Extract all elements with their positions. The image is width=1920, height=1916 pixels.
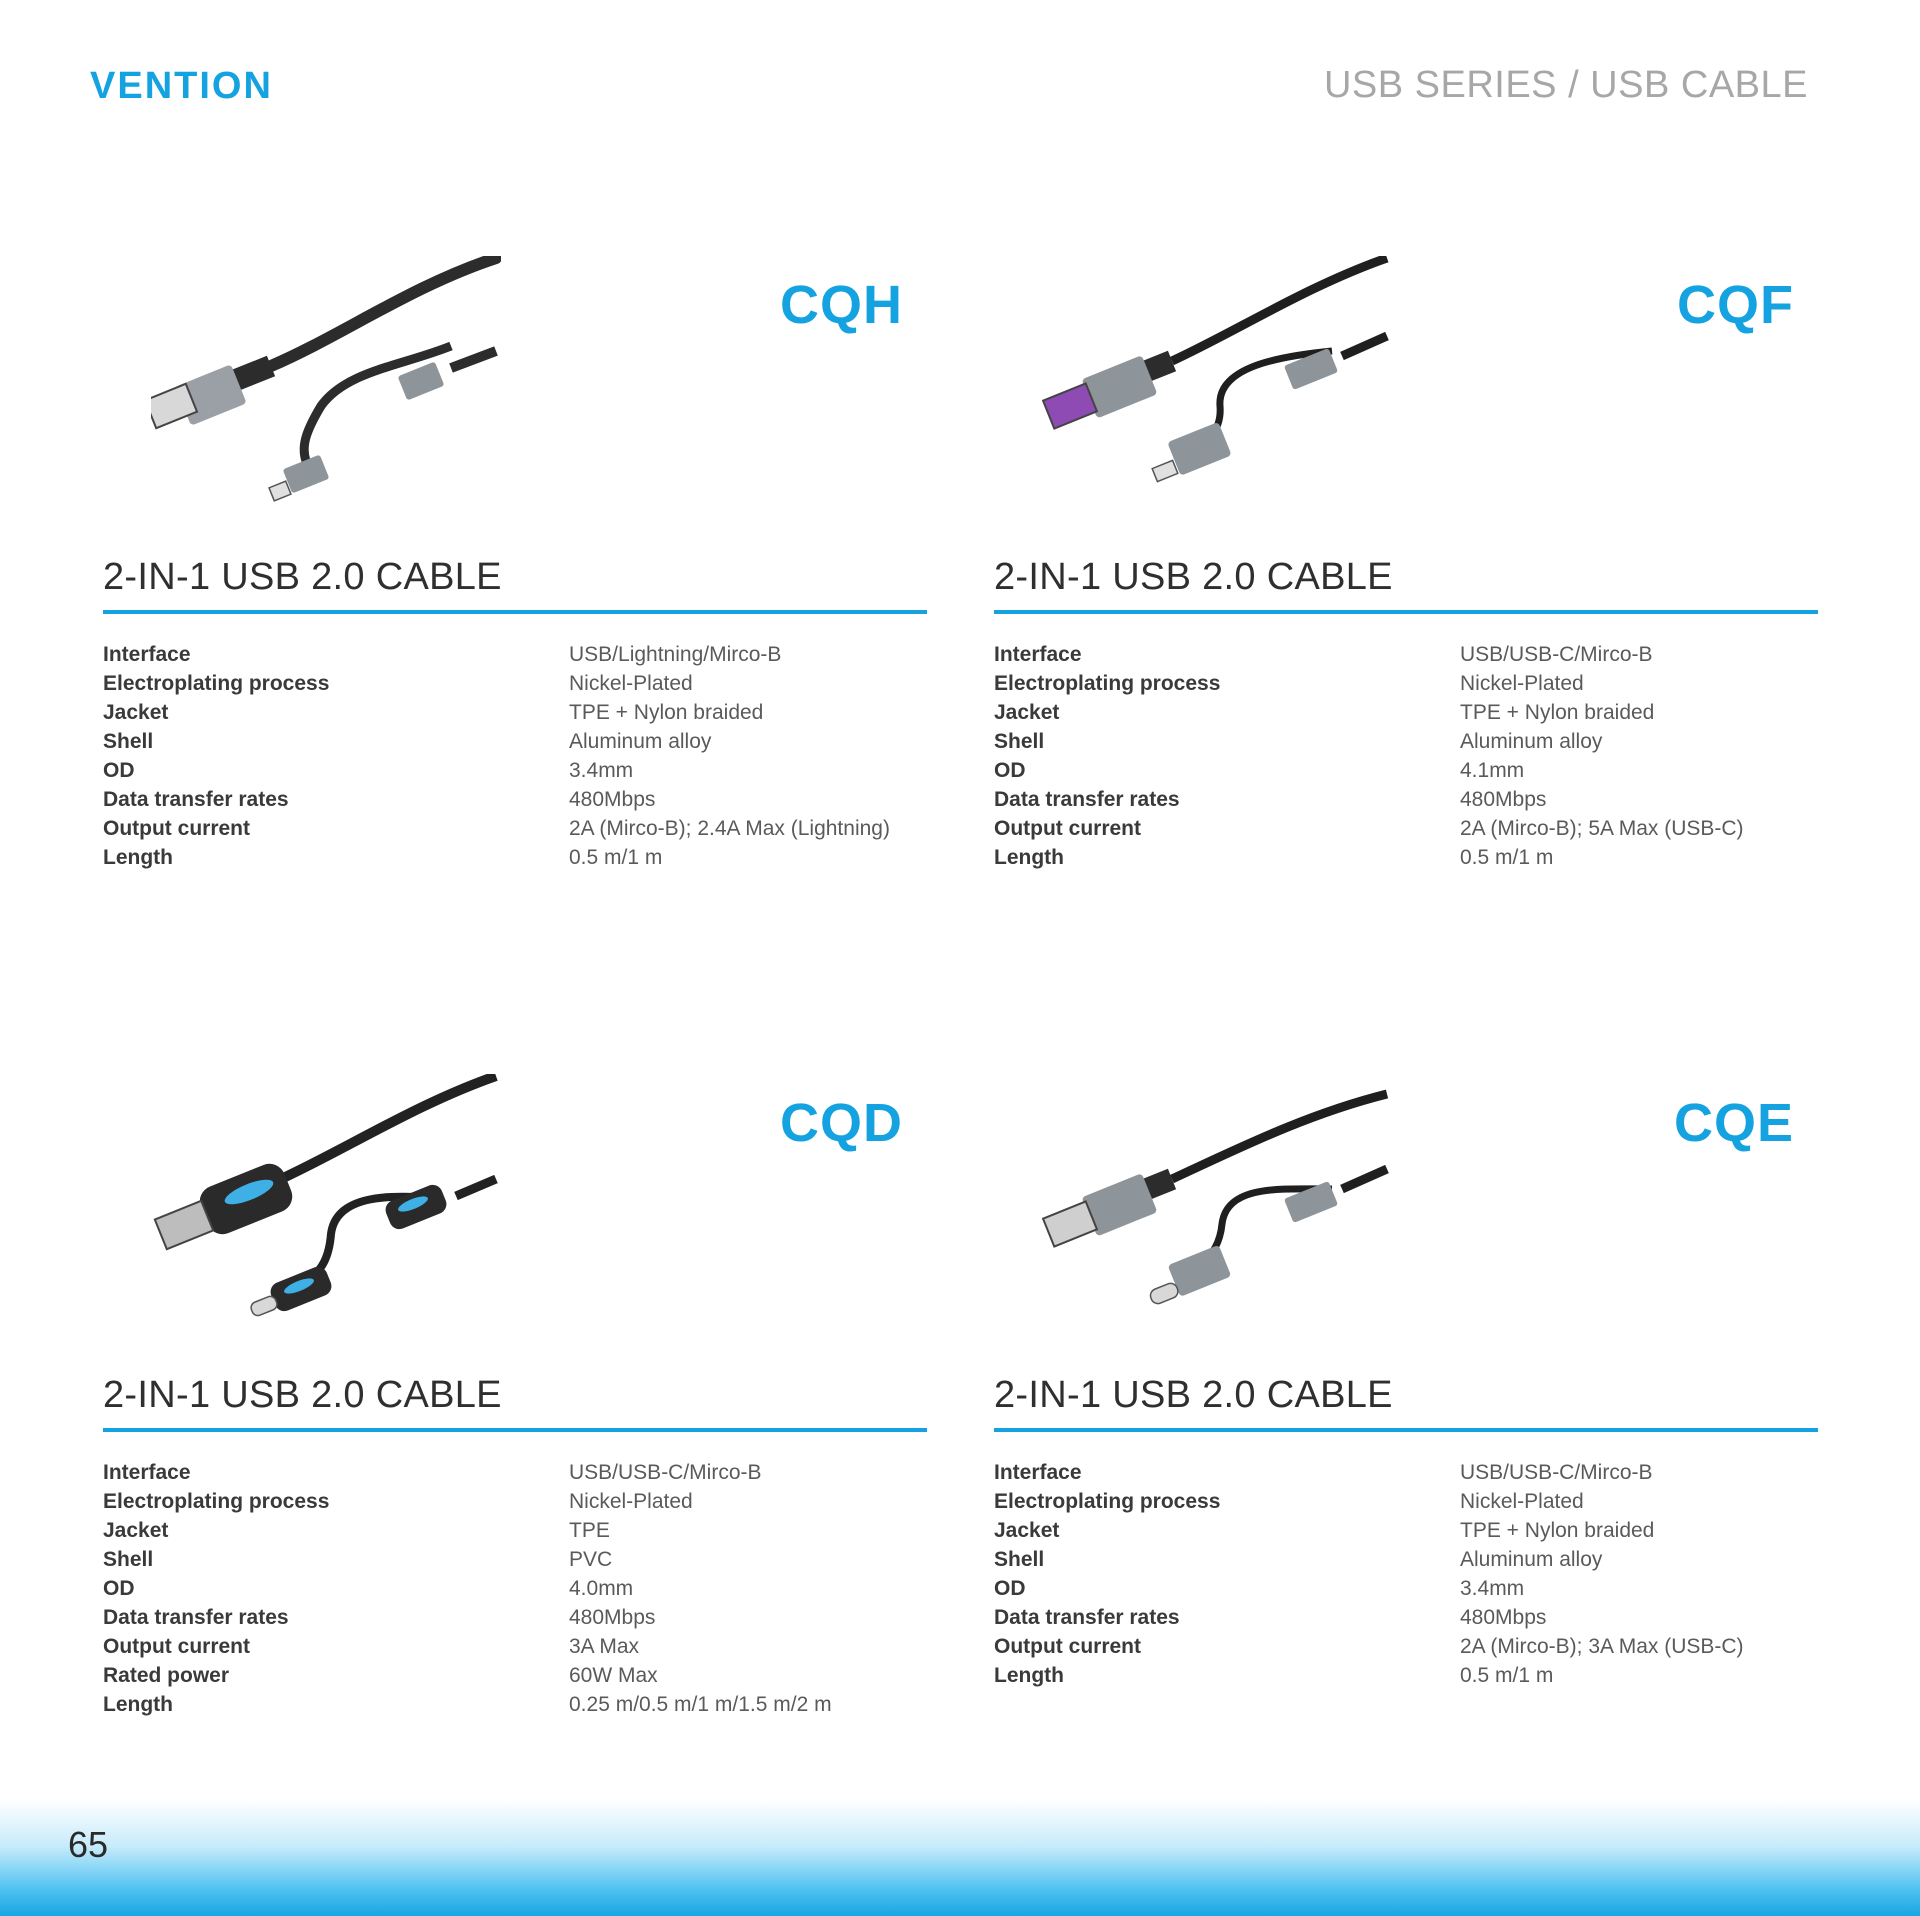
logo-text: VENTION	[90, 66, 273, 106]
spec-row	[994, 727, 1818, 756]
spec-label: Data transfer rates	[994, 1606, 1180, 1629]
spec-row	[103, 1487, 927, 1516]
product-code: CQH	[780, 275, 903, 335]
spec-label: Jacket	[994, 701, 1060, 724]
spec-list	[994, 1458, 1818, 1690]
spec-value: USB/USB-C/Mirco-B	[1460, 1461, 1653, 1484]
spec-row	[103, 1661, 927, 1690]
spec-label: Length	[994, 846, 1064, 869]
spec-value: 480Mbps	[1460, 1606, 1547, 1629]
spec-value: TPE	[569, 1519, 610, 1542]
spec-label: Length	[103, 846, 173, 869]
spec-value: Nickel-Plated	[569, 1490, 693, 1513]
spec-row	[994, 1487, 1818, 1516]
product-code: CQE	[1673, 1093, 1794, 1153]
title-underline	[994, 1428, 1818, 1432]
spec-label: Output current	[994, 1635, 1141, 1658]
spec-value: Nickel-Plated	[569, 672, 693, 695]
spec-row	[103, 1603, 927, 1632]
spec-row	[103, 1516, 927, 1545]
spec-value: 60W Max	[569, 1664, 658, 1687]
product-title: 2-IN-1 USB 2.0 CABLE	[103, 1374, 502, 1416]
spec-row	[994, 814, 1818, 843]
spec-row	[994, 1661, 1818, 1690]
spec-value: 2A (Mirco-B); 3A Max (USB-C)	[1460, 1635, 1744, 1658]
spec-row	[103, 1574, 927, 1603]
spec-value: TPE + Nylon braided	[569, 701, 764, 724]
spec-label: Electroplating process	[103, 672, 330, 695]
spec-row	[103, 814, 927, 843]
spec-value: 0.5 m/1 m	[1460, 1664, 1554, 1687]
spec-row	[103, 1458, 927, 1487]
spec-label: Jacket	[103, 1519, 169, 1542]
spec-label: Data transfer rates	[103, 788, 289, 811]
spec-value: Aluminum alloy	[1460, 1548, 1603, 1571]
spec-value: 3A Max	[569, 1635, 640, 1658]
spec-row	[994, 669, 1818, 698]
spec-label: Electroplating process	[103, 1490, 330, 1513]
spec-label: Interface	[103, 643, 191, 666]
cable-image-cqh	[151, 256, 501, 516]
spec-row	[103, 1690, 927, 1719]
vention-logo	[90, 66, 340, 106]
spec-value: TPE + Nylon braided	[1460, 701, 1655, 724]
spec-value: 0.25 m/0.5 m/1 m/1.5 m/2 m	[569, 1693, 832, 1716]
spec-row	[994, 1545, 1818, 1574]
spec-value: Aluminum alloy	[1460, 730, 1603, 753]
spec-row	[103, 843, 927, 872]
cable-image-cqe	[1042, 1074, 1392, 1334]
spec-label: Output current	[994, 817, 1141, 840]
spec-value: TPE + Nylon braided	[1460, 1519, 1655, 1542]
spec-value: 480Mbps	[569, 788, 656, 811]
spec-row	[103, 785, 927, 814]
spec-label: OD	[103, 759, 135, 782]
product-title: 2-IN-1 USB 2.0 CABLE	[994, 556, 1393, 598]
spec-row	[103, 1632, 927, 1661]
product-title: 2-IN-1 USB 2.0 CABLE	[994, 1374, 1393, 1416]
spec-row	[103, 698, 927, 727]
spec-label: OD	[994, 1577, 1026, 1600]
spec-row	[994, 1458, 1818, 1487]
product-code: CQF	[1677, 275, 1794, 335]
spec-label: Jacket	[994, 1519, 1060, 1542]
spec-value: USB/Lightning/Mirco-B	[569, 643, 782, 666]
spec-label: Electroplating process	[994, 1490, 1221, 1513]
spec-label: Rated power	[103, 1664, 230, 1687]
series-heading: USB SERIES / USB CABLE	[1323, 64, 1808, 106]
cable-image-cqd	[151, 1074, 501, 1334]
spec-row	[994, 785, 1818, 814]
spec-list	[103, 640, 927, 872]
spec-row	[103, 727, 927, 756]
spec-label: Length	[994, 1664, 1064, 1687]
spec-label: Length	[103, 1693, 173, 1716]
spec-value: 3.4mm	[569, 759, 634, 782]
spec-value: 3.4mm	[1460, 1577, 1525, 1600]
product-title: 2-IN-1 USB 2.0 CABLE	[103, 556, 502, 598]
spec-label: Data transfer rates	[103, 1606, 289, 1629]
spec-value: 2A (Mirco-B); 2.4A Max (Lightning)	[569, 817, 890, 840]
spec-value: 2A (Mirco-B); 5A Max (USB-C)	[1460, 817, 1744, 840]
title-underline	[103, 610, 927, 614]
spec-row	[994, 698, 1818, 727]
spec-label: Shell	[994, 730, 1045, 753]
spec-row	[994, 640, 1818, 669]
spec-list	[103, 1458, 927, 1719]
spec-row	[994, 1574, 1818, 1603]
spec-value: USB/USB-C/Mirco-B	[1460, 643, 1653, 666]
spec-label: OD	[103, 1577, 135, 1600]
spec-label: Output current	[103, 817, 250, 840]
spec-row	[994, 1632, 1818, 1661]
spec-row	[103, 669, 927, 698]
spec-label: Output current	[103, 1635, 250, 1658]
product-code: CQD	[780, 1093, 903, 1153]
spec-value: Nickel-Plated	[1460, 672, 1584, 695]
spec-label: Interface	[994, 643, 1082, 666]
spec-list	[994, 640, 1818, 872]
cable-image-cqf	[1042, 256, 1392, 516]
spec-row	[994, 843, 1818, 872]
spec-label: OD	[994, 759, 1026, 782]
spec-row	[103, 640, 927, 669]
spec-label: Shell	[103, 1548, 154, 1571]
spec-row	[994, 1603, 1818, 1632]
spec-label: Data transfer rates	[994, 788, 1180, 811]
spec-label: Shell	[994, 1548, 1045, 1571]
title-underline	[994, 610, 1818, 614]
spec-value: USB/USB-C/Mirco-B	[569, 1461, 762, 1484]
page-number: 65	[68, 1824, 109, 1865]
spec-label: Jacket	[103, 701, 169, 724]
spec-row	[103, 756, 927, 785]
spec-label: Interface	[103, 1461, 191, 1484]
title-underline	[103, 1428, 927, 1432]
spec-row	[994, 1516, 1818, 1545]
spec-value: PVC	[569, 1548, 613, 1571]
footer-gradient	[0, 1800, 1920, 1916]
spec-row	[103, 1545, 927, 1574]
spec-label: Shell	[103, 730, 154, 753]
spec-row	[994, 756, 1818, 785]
spec-value: 4.0mm	[569, 1577, 634, 1600]
spec-value: 480Mbps	[569, 1606, 656, 1629]
spec-value: 480Mbps	[1460, 788, 1547, 811]
spec-value: 0.5 m/1 m	[569, 846, 663, 869]
spec-value: Nickel-Plated	[1460, 1490, 1584, 1513]
spec-value: 0.5 m/1 m	[1460, 846, 1554, 869]
spec-value: 4.1mm	[1460, 759, 1525, 782]
spec-label: Interface	[994, 1461, 1082, 1484]
spec-label: Electroplating process	[994, 672, 1221, 695]
spec-value: Aluminum alloy	[569, 730, 712, 753]
